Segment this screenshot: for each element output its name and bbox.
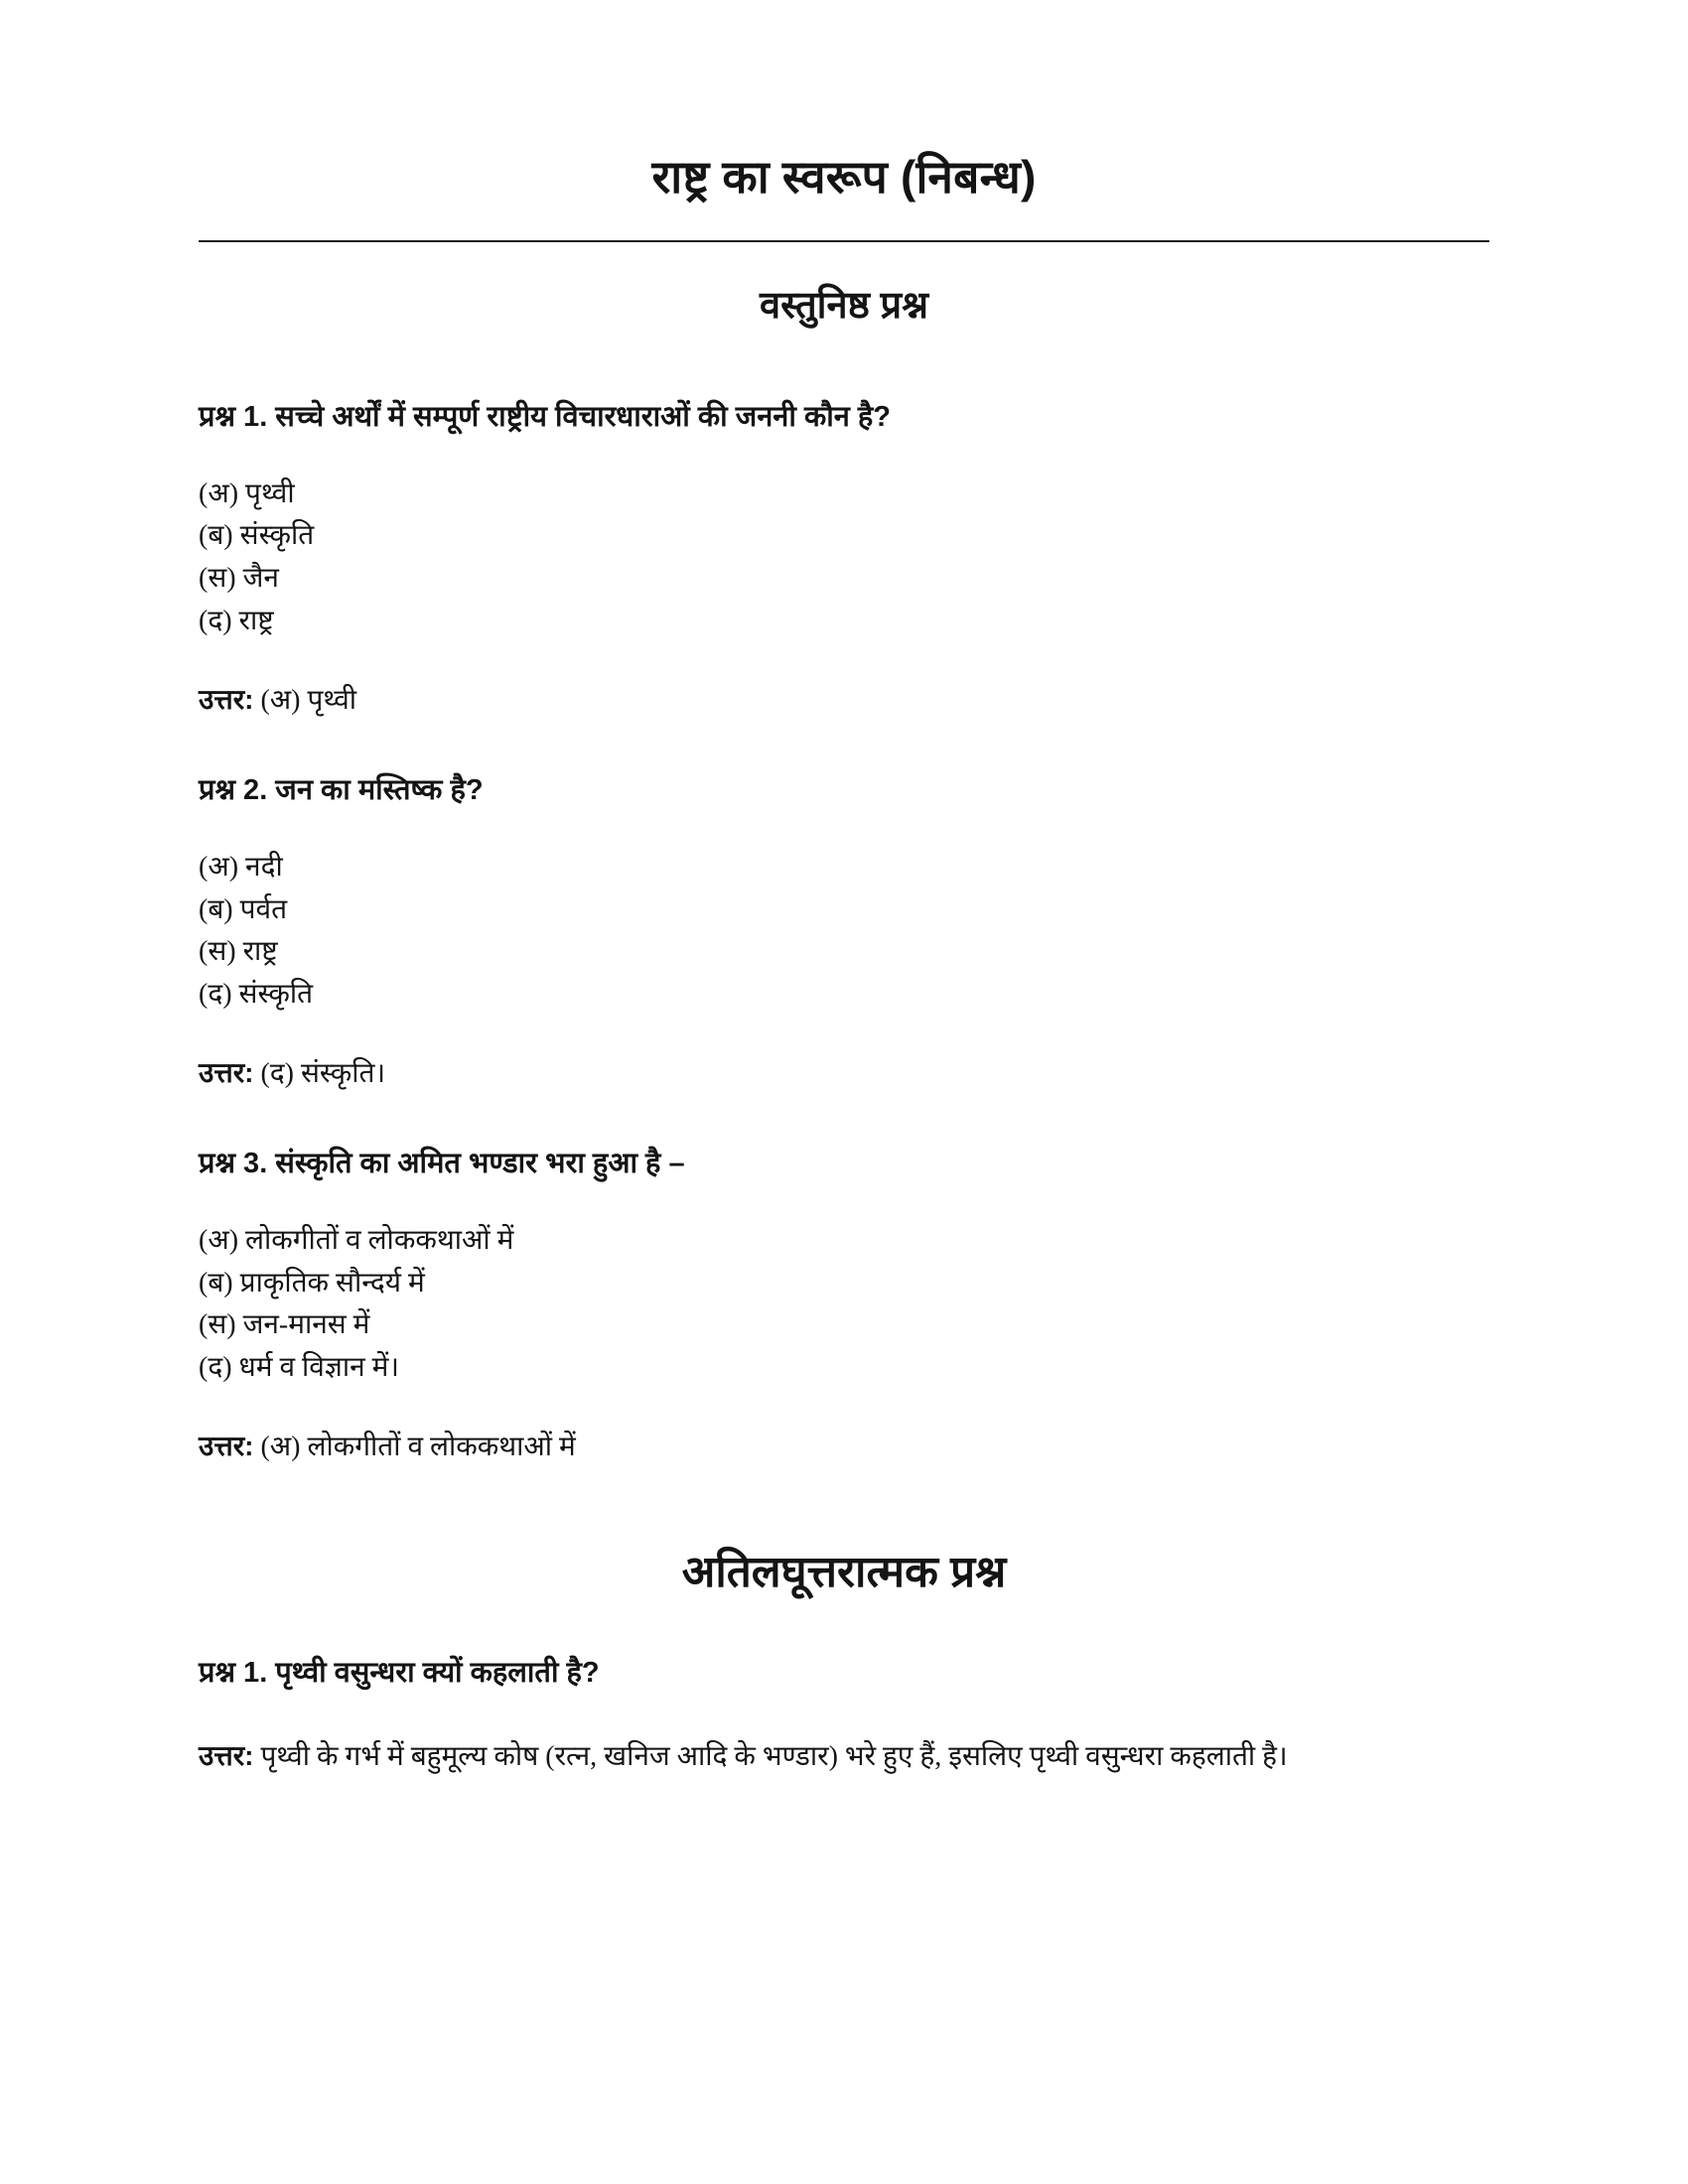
- section-heading-very-short-answer: अतिलघूत्तरात्मक प्रश्न: [681, 1547, 1007, 1596]
- question-block: [199, 396, 1489, 724]
- option-list: [199, 1220, 1489, 1389]
- question-text: प्रश्न 1. सच्चे अर्थों में सम्पूर्ण राष्ट्रीय विचारधाराओं की जननी कौन है?: [199, 400, 892, 433]
- option-item: (स) जन-मानस में: [199, 1309, 370, 1341]
- section-very-short-answer-questions: [199, 1544, 1489, 1780]
- question-text: प्रश्न 1. पृथ्वी वसुन्धरा क्यों कहलाती है?: [199, 1657, 600, 1690]
- document-content: [199, 149, 1489, 1780]
- option-item: (द) धर्म व विज्ञान में।: [199, 1351, 399, 1383]
- section-heading-objective: वस्तुनिष्ठ प्रश्न: [760, 284, 928, 327]
- option-item: (द) राष्ट्र: [199, 605, 274, 636]
- answer-line: [199, 1425, 1489, 1470]
- answer-line: [199, 1051, 1489, 1097]
- title-divider: [199, 240, 1489, 242]
- page-title: राष्ट्र का स्वरूप (निबन्ध): [651, 151, 1037, 203]
- option-item: (अ) पृथ्वी: [199, 478, 295, 509]
- option-item: (ब) प्राकृतिक सौन्दर्य में: [199, 1267, 425, 1298]
- option-list: [199, 847, 1489, 1016]
- option-item: (अ) नदी: [199, 851, 283, 883]
- option-item: (स) जैन: [199, 563, 279, 595]
- option-item: (द) संस्कृति: [199, 978, 314, 1010]
- option-list: [199, 474, 1489, 642]
- answer-label: उत्तर:: [199, 1740, 254, 1772]
- option-item: (ब) संस्कृति: [199, 520, 315, 552]
- answer-label: उत्तर:: [199, 684, 254, 716]
- answer-value: (द) संस्कृति।: [260, 1058, 386, 1090]
- question-block: [199, 1143, 1489, 1470]
- question-text: प्रश्न 3. संस्कृति का अमित भण्डार भरा हुआ है –: [199, 1147, 685, 1179]
- answer-value: पृथ्वी के गर्भ में बहुमूल्य कोष (रत्न, खनिज आदि के भण्डार) भरे हुए हैं, इसलिए पृथ्वी वसुन्धरा कहलाती है।: [260, 1741, 1288, 1773]
- answer-line: [199, 1733, 1479, 1779]
- question-text: प्रश्न 2. जन का मस्तिष्क है?: [199, 773, 484, 806]
- option-item: (ब) पर्वत: [199, 893, 288, 925]
- answer-line: [199, 678, 1489, 724]
- option-item: (अ) लोकगीतों व लोककथाओं में: [199, 1225, 514, 1256]
- answer-label: उत्तर:: [199, 1057, 254, 1089]
- answer-label: उत्तर:: [199, 1431, 254, 1462]
- section-objective-questions: [199, 282, 1489, 1470]
- answer-value: (अ) लोकगीतों व लोककथाओं में: [260, 1432, 576, 1463]
- option-item: (स) राष्ट्र: [199, 936, 278, 968]
- question-block: [199, 1652, 1489, 1779]
- question-block: [199, 769, 1489, 1097]
- answer-value: (अ) पृथ्वी: [260, 685, 357, 717]
